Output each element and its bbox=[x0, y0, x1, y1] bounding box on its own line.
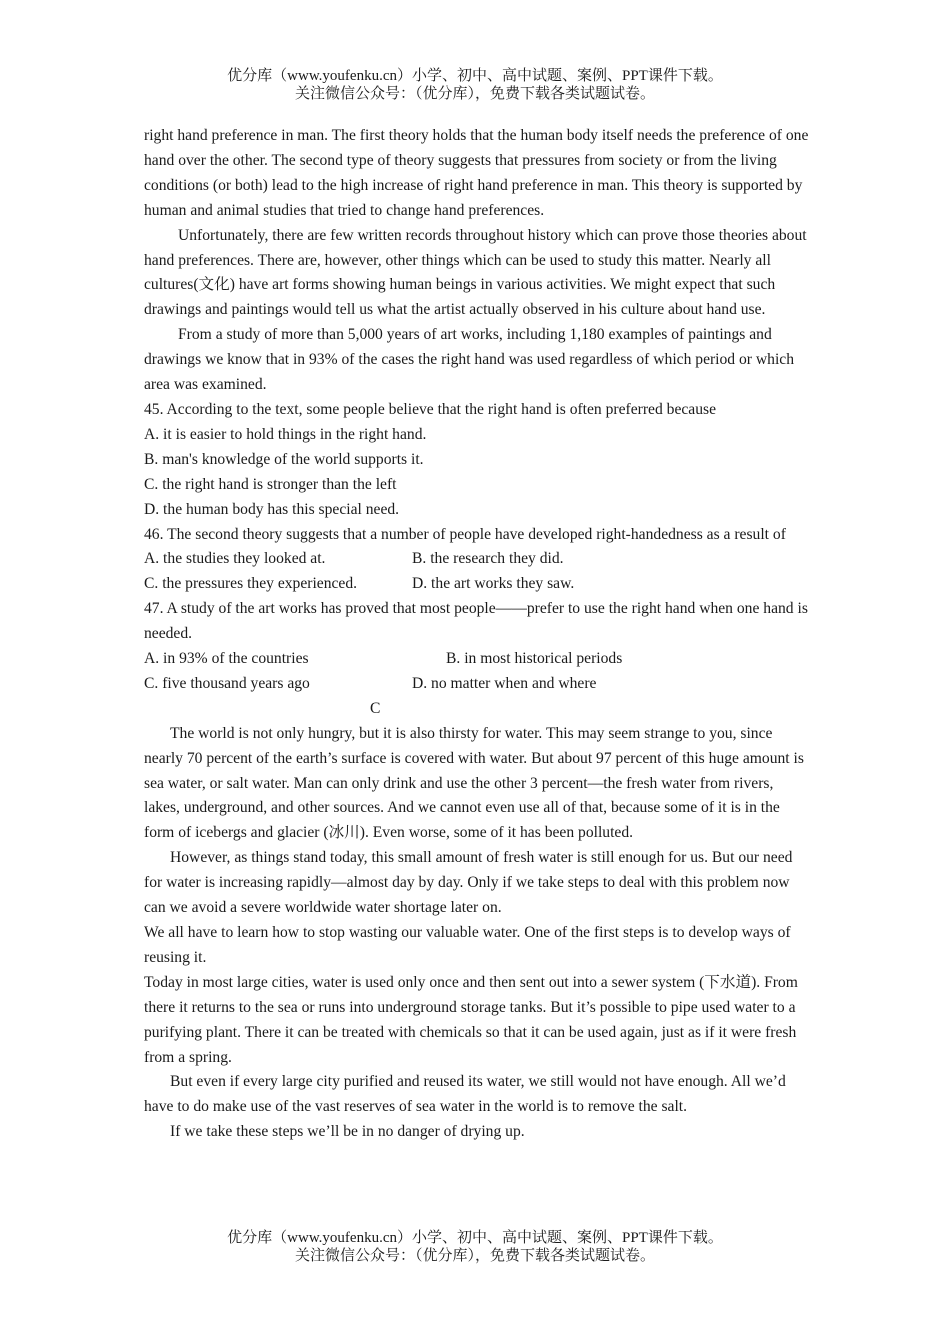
footer-line-2: 关注微信公众号：（优分库），免费下载各类试题试卷。 bbox=[294, 1248, 655, 1264]
passage-c-paragraph: Today in most large cities, water is used only once and then sent out into a sewer system (下水道). From there it returns to the sea or runs into underground storage tanks. But it’s possible to pipe used water to a purifying plant. There it can be treated with chemicals so that it can be used again, just as if it were fresh from a spring. bbox=[144, 973, 798, 1066]
question-47-stem: 47. A study of the art works has proved that most people——prefer to use the right hand when one hand is needed. bbox=[144, 600, 808, 643]
passage-b-paragraph: From a study of more than 5,000 years of art works, including 1,180 examples of paintings and drawings we know that in 93% of the cases the right hand was used regardless of which period or which area was examined. bbox=[144, 326, 795, 394]
document-body bbox=[144, 124, 809, 1145]
question-46-options-row bbox=[144, 572, 809, 597]
passage-b-paragraph: right hand preference in man. The first theory holds that the human body itself needs the preference of one hand over the other. The second type of theory suggests that pressures from society or from the living conditions (or both) lead to the high increase of right hand preference in man. This theory is supported by human and animal studies that tried to change hand preferences. bbox=[144, 127, 809, 219]
question-46-stem: 46. The second theory suggests that a number of people have developed right-handedness as a result of bbox=[144, 525, 786, 543]
section-label-c: C bbox=[370, 699, 381, 717]
question-46-option-d: D. the art works they saw. bbox=[412, 575, 575, 593]
question-47-option-c: C. five thousand years ago bbox=[144, 674, 310, 692]
question-47-option-b: B. in most historical periods bbox=[446, 650, 623, 668]
question-46-option-c: C. the pressures they experienced. bbox=[144, 575, 358, 593]
question-45-stem: 45. According to the text, some people believe that the right hand is often preferred because bbox=[144, 400, 717, 418]
question-45-option-a: A. it is easier to hold things in the right hand. bbox=[144, 425, 427, 443]
footer-line-1: 优分库（www.youfenku.cn）小学、初中、高中试题、案例、PPT课件下载。 bbox=[227, 1230, 723, 1246]
question-46-option-b: B. the research they did. bbox=[412, 550, 564, 568]
passage-c-paragraph: We all have to learn how to stop wasting our valuable water. One of the first steps is to develop ways of reusing it. bbox=[144, 924, 791, 966]
question-46-option-a: A. the studies they looked at. bbox=[144, 550, 326, 568]
passage-c-paragraph: But even if every large city purified and reused its water, we still would not have enough. All we’d have to do make use of the vast reserves of sea water in the world is to remove the salt. bbox=[144, 1073, 786, 1116]
passage-c-paragraph: If we take these steps we’ll be in no danger of drying up. bbox=[170, 1123, 525, 1141]
question-45-option-c: C. the right hand is stronger than the left bbox=[144, 475, 397, 493]
page-footer bbox=[0, 1229, 950, 1265]
header-line-2: 关注微信公众号：（优分库），免费下载各类试题试卷。 bbox=[294, 86, 655, 102]
passage-c-paragraph: The world is not only hungry, but it is also thirsty for water. This may seem strange to you, since nearly 70 percent of the earth’s surface is covered with water. But about 97 percent of this huge amount is sea water, or salt water. Man can only drink and use the other 3 percent—the fresh water from rivers, lakes, underground, and other sources. And we cannot even use all of that, because some of it is in the form of icebergs and glacier (冰川). Even worse, some of it has been polluted. bbox=[144, 724, 804, 842]
question-47-option-d: D. no matter when and where bbox=[412, 674, 597, 692]
question-45-option-d: D. the human body has this special need. bbox=[144, 500, 400, 518]
passage-c-paragraph: However, as things stand today, this small amount of fresh water is still enough for us. But our need for water is increasing rapidly—almost day by day. Only if we take steps to deal with this problem now can we avoid a severe worldwide water shortage later on. bbox=[144, 849, 793, 917]
question-46-options-row bbox=[144, 547, 809, 572]
passage-b-paragraph: Unfortunately, there are few written records throughout history which can prove those theories about hand preferences. There are, however, other things which can be used to study this matter. Nearly all cultures(文化) have art forms showing human beings in various activities. We might expect that such drawings and paintings would tell us what the artist actually observed in his culture about hand use. bbox=[144, 226, 807, 319]
question-47-options-row bbox=[144, 647, 809, 672]
page-header bbox=[0, 67, 950, 103]
question-45-option-b: B. man's knowledge of the world supports it. bbox=[144, 450, 424, 468]
header-line-1: 优分库（www.youfenku.cn）小学、初中、高中试题、案例、PPT课件下载。 bbox=[227, 68, 723, 84]
question-47-options-row bbox=[144, 672, 809, 697]
question-47-option-a: A. in 93% of the countries bbox=[144, 650, 309, 668]
